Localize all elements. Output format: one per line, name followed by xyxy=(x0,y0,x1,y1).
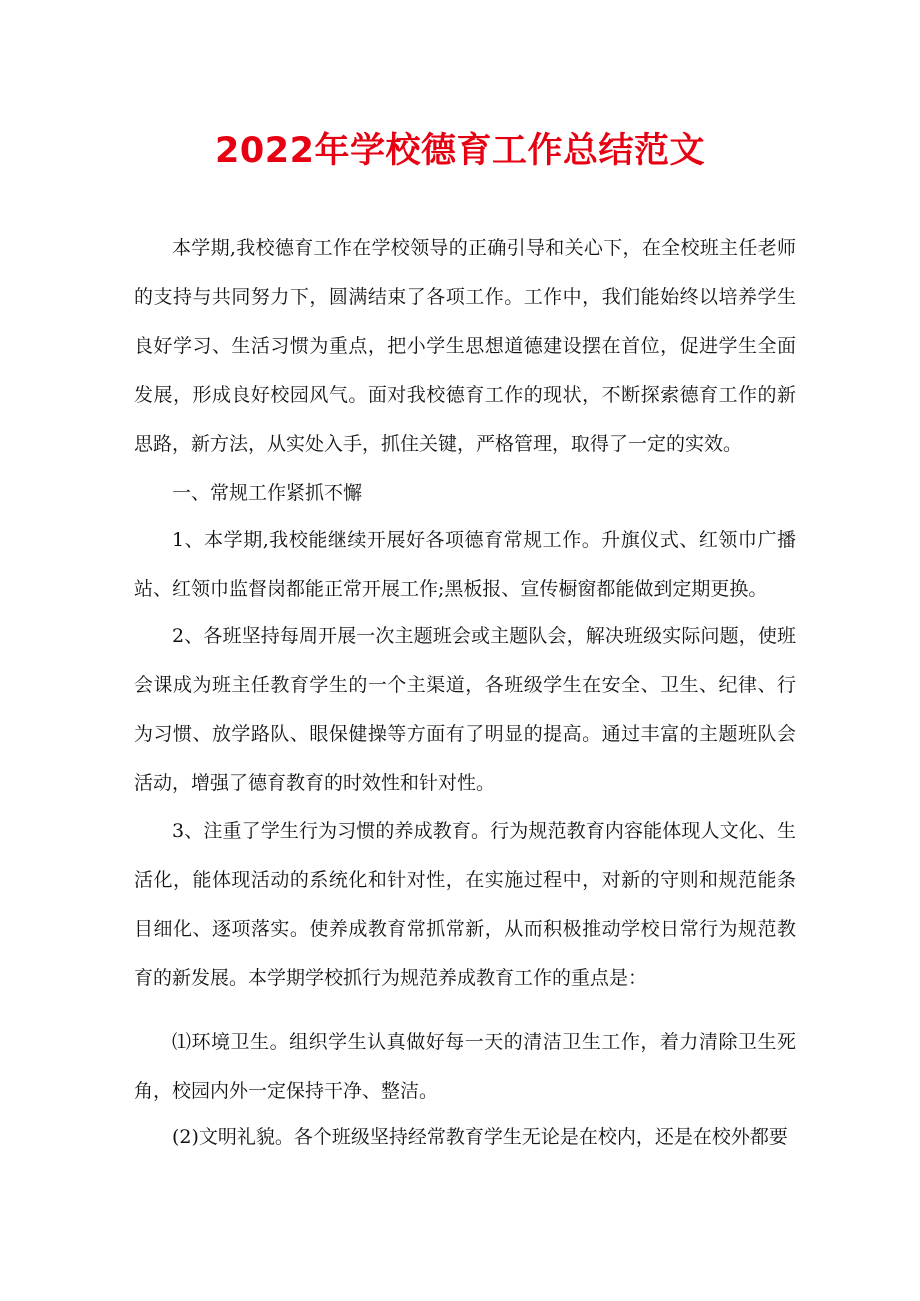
subitem-1-block xyxy=(134,1018,796,1116)
paragraph: ⑴环境卫生。组织学生认真做好每一天的清洁卫生工作，着力清除卫生死角，校园内外一定保持干净、整洁。 xyxy=(134,1031,796,1102)
paragraph: 本学期,我校德育工作在学校领导的正确引导和关心下，在全校班主任老师的支持与共同努力下，圆满结束了各项工作。工作中，我们能始终以培养学生良好学习、生活习惯为重点，把小学生思想道德建设摆在首位，促进学生全面发展，形成良好校园风气。面对我校德育工作的现状，不断探索德育工作的新思路，新方法，从实处入手，抓住关键，严格管理，取得了一定的实效。 xyxy=(134,237,796,455)
paragraph: 1、本学期,我校能继续开展好各项德育常规工作。升旗仪式、红领巾广播站、红领巾监督岗都能正常开展工作;黑板报、宣传橱窗都能做到定期更换。 xyxy=(134,529,796,600)
item-3-block xyxy=(134,807,796,1003)
section-heading-block xyxy=(134,469,796,518)
subitem-2-block xyxy=(134,1113,796,1162)
paragraph: 3、注重了学生行为习惯的养成教育。行为规范教育内容能体现人文化、生活化，能体现活动的系统化和针对性，在实施过程中，对新的守则和规范能条目细化、逐项落实。使养成教育常抓常新，从而积极推动学校日常行为规范教育的新发展。本学期学校抓行为规范养成教育工作的重点是： xyxy=(134,820,796,989)
document-title: 2022年学校德育工作总结范文 xyxy=(215,131,705,171)
intro-paragraph xyxy=(134,224,796,469)
section-heading: 一、常规工作紧抓不懈 xyxy=(172,482,363,504)
paragraph: 2、各班坚持每周开展一次主题班会或主题队会，解决班级实际问题，使班会课成为班主任教育学生的一个主渠道，各班级学生在安全、卫生、纪律、行为习惯、放学路队、眼保健操等方面有了明显的提高。通过丰富的主题班队会活动，增强了德育教育的时效性和针对性。 xyxy=(134,625,796,794)
paragraph: (2)文明礼貌。各个班级坚持经常教育学生无论是在校内，还是在校外都要 xyxy=(172,1126,788,1148)
item-2-block xyxy=(134,612,796,808)
item-1-block xyxy=(134,516,796,614)
